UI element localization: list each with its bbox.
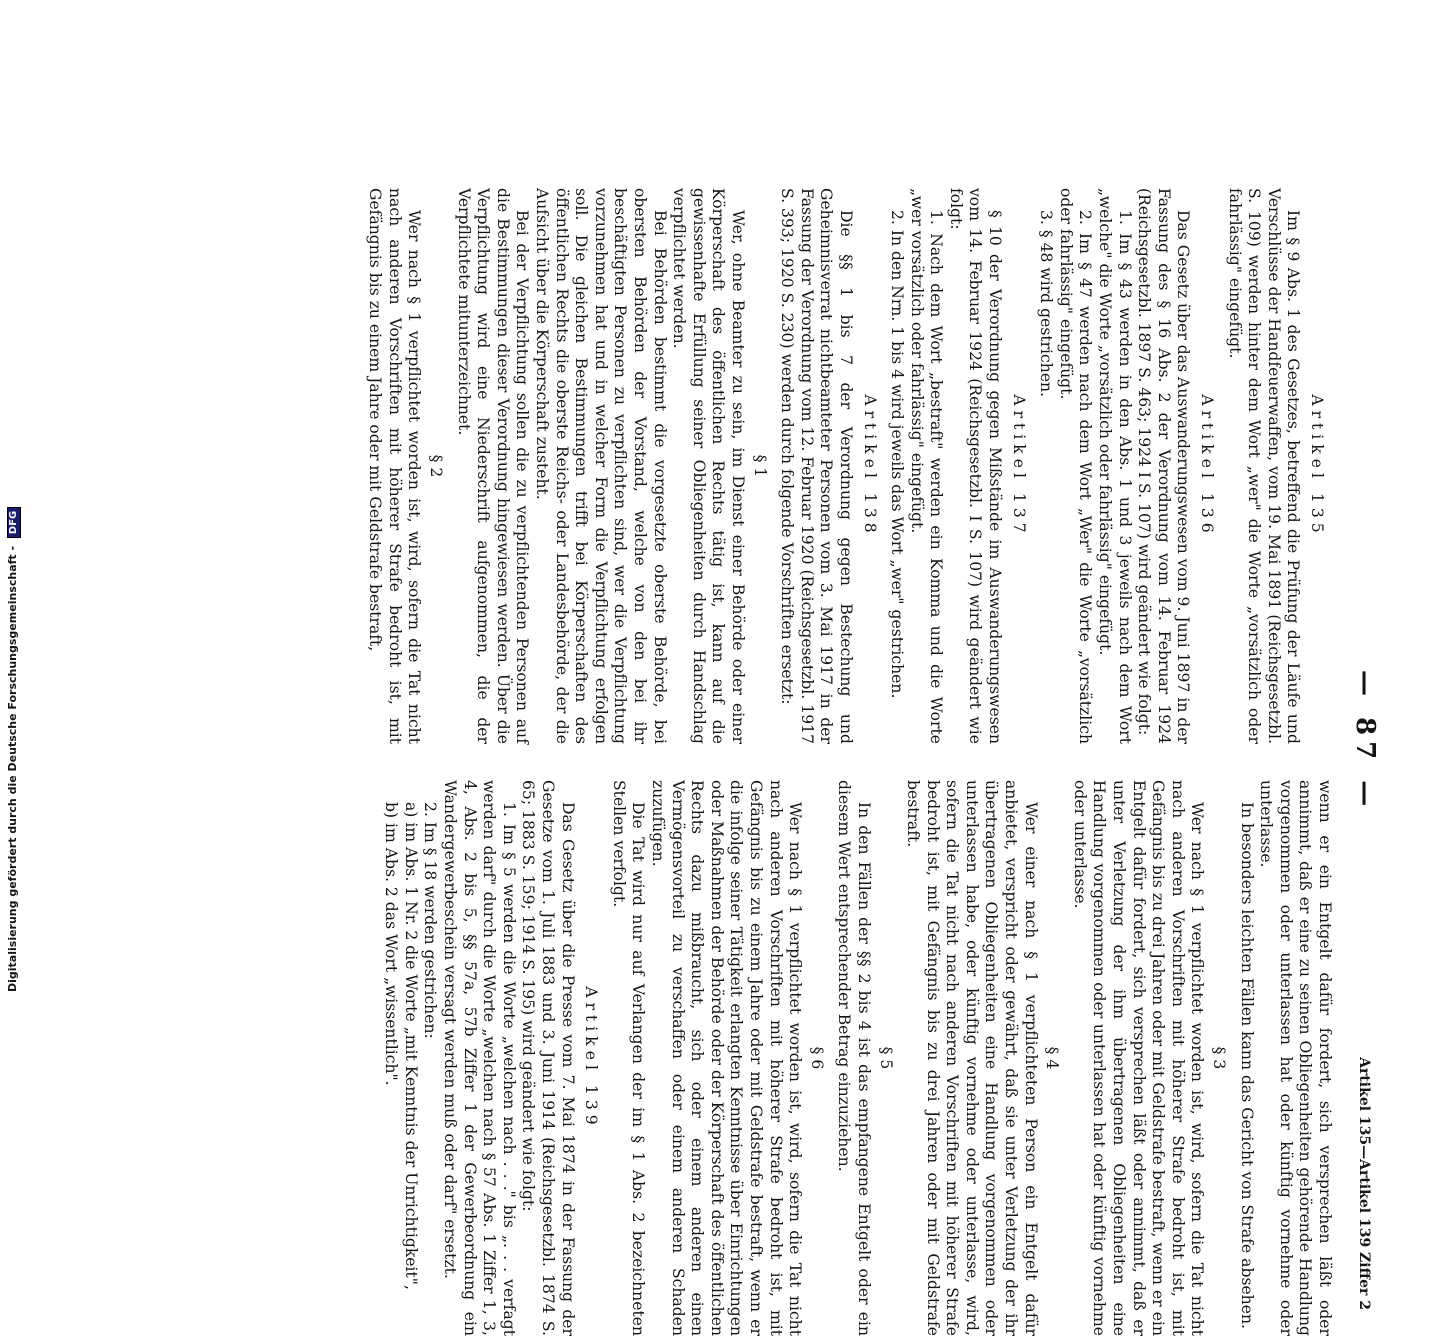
article-139-item-2: 2. Im § 18 werden gestrichen: [421, 802, 440, 1039]
article-137-heading: Artikel 137 [1009, 394, 1028, 538]
article-135-heading: Artikel 135 [1308, 394, 1326, 538]
article-138-heading: Artikel 138 [860, 394, 879, 538]
section-3-heading: § 3 [1210, 1046, 1229, 1070]
section-1-heading: § 1 [750, 454, 769, 478]
article-135-text: Im § 9 Abs. 1 des Gesetzes, betreffend die Prüfung der Läufe und Verschlüsse der Handfeuerwaffen, vom 19. Mai 1891 (Reichsgesetzbl. S. 109) werden hinter dem Wort „wer" die Worte „vorsätzlich oder fahrlässig" eingefügt. [1225, 188, 1303, 744]
article-136-item-3: 3. § 48 wird gestrichen. [1037, 210, 1056, 398]
article-137-item-2: 2. In den Nrn. 1 bis 4 wird jeweils das Wort „wer" gestrichen. [888, 210, 907, 699]
section-2-paragraph-1-continued: wenn er ein Entgelt dafür fordert, sich versprechen läßt oder annimmt, daß er eine zu seinen Obliegenheiten gehörende Handlung vorgenommen oder unterlassen hat oder künftig vornehme oder unterlasse. [1257, 780, 1334, 1336]
article-139-item-1: 1. Im § 5 werden die Worte „welchen nach . . ." bis „. . . verfagt werden darf" durch die Worte „welchen nach § 57 Abs. 1 Ziffer 1, 3, 4, Abs. 2 bis 5, §§ 57a, 57b Ziffer 1 der Gewerbeordnung ein Wandergewerbeschein versagt werden muß oder darf" ersetzt. [441, 780, 518, 1336]
article-139-intro: Das Gesetz über die Presse vom 7. Mai 1874 in der Fassung der Gesetze vom 1. Juli 1883 und 3. Juni 1914 (Reichsgesetzbl. 1874 S. 65; 1883 S. 159; 1914 S. 195) wird geändert wie folgt: [519, 780, 577, 1336]
section-4-paragraph-1: Wer einer nach § 1 verpflichteten Person ein Entgelt dafür anbietet, verspricht oder gewährt, daß sie unter Verletzung der ihr übertragenen Obliegenheiten eine Handlung vorgenommen oder unterlassen habe, oder künftig vornehme oder unterlasse, wird, sofern die Tat nicht nach anderen Vorschriften mit höherer Strafe bedroht ist, mit Gefängnis bis zu drei Jahren oder mit Geldstrafe bestraft. [904, 780, 1040, 1336]
digitization-credit [6, 507, 21, 992]
section-6-heading: § 6 [807, 1046, 826, 1070]
section-2-paragraph-1: Wer nach § 1 verpflichtet worden ist, wird, sofern die Tat nicht nach anderen Vorschriften mit höherer Strafe bedroht ist, mit Gefängnis bis zu einem Jahre oder mit Geldstrafe bestraft, [366, 188, 424, 744]
article-139-item-2b: b) im Abs. 2 das Wort „wissentlich". [382, 802, 401, 1086]
article-136-item-1: 1. Im § 43 werden in den Abs. 1 und 3 jeweils nach dem Wort „welche" die Worte „vorsätzlich oder fahrlässig" eingefügt. [1096, 188, 1134, 744]
section-3-paragraph-1: Wer nach § 1 verpflichtet worden ist, wird, sofern die Tat nicht nach anderen Vorschriften mit höherer Strafe bedroht ist, mit Gefängnis bis zu drei Jahren oder mit Geldstrafe bestraft, wenn er ein Entgelt dafür fordert, sich versprechen läßt oder annimmt, daß er unter Verletzung der ihm übertragenen Obliegenheiten eine Handlung vorgenommen oder unterlassen hat oder künftig vornehme oder unterlasse. [1070, 780, 1207, 1336]
article-136-heading: Artikel 136 [1198, 394, 1217, 538]
page-number: — 87 — [1350, 670, 1380, 813]
article-136-item-2: 2. Im § 47 werden nach dem Wort „Wer" die Worte „vorsätzlich oder fahrlässig" eingefügt. [1056, 188, 1095, 744]
section-2-heading: § 2 [427, 454, 446, 478]
page-header [1342, 150, 1382, 1310]
article-136-intro: Das Gesetz über das Auswanderungswesen vom 9. Juni 1897 in der Fassung des § 16 Abs. 2 der Verordnung vom 14. Februar 1924 (Reichsgesetzbl. 1897 S. 463; 1924 I S. 107) wird geändert wie folgt: [1135, 188, 1193, 744]
section-5-heading: § 5 [876, 1046, 895, 1070]
article-139-item-2a: a) im Abs. 1 Nr. 2 die Worte „mit Kenntnis der Unrichtigkeit", [401, 802, 420, 1290]
dfg-logo: DFG [7, 507, 21, 538]
section-4-heading: § 4 [1043, 1046, 1062, 1070]
article-137-item-1: 1. Nach dem Wort „bestraft" werden ein Komma und die Worte „wer vorsätzlich oder fahrlässig" eingefügt. [907, 188, 946, 744]
right-column [381, 780, 1334, 1336]
section-5-paragraph-1: In den Fällen der §§ 2 bis 4 ist das empfangene Entgelt oder ein diesem Wert entsprechender Betrag einzuziehen. [835, 780, 873, 1336]
left-column [365, 188, 1334, 744]
article-139-heading: Artikel 139 [582, 986, 601, 1130]
section-1-paragraph-1: Wer, ohne Beamter zu sein, im Dienst einer Behörde oder einer Körperschaft des öffentlichen Rechts tätig ist, kann auf die gewissenhafte Erfüllung seiner Obliegenheiten durch Handschlag verpflichtet werden. [670, 188, 747, 744]
section-6-paragraph-1: Wer nach § 1 verpflichtet worden ist, wird, sofern die Tat nicht nach anderen Vorschriften mit höherer Strafe bedroht ist, mit Gefängnis bis zu einem Jahre oder mit Geldstrafe bestraft, wenn er die infolge seiner Tätigkeit erlangten Kenntnisse über Einrichtungen oder Maßnahmen der Behörde oder der Körperschaft des öffentlichen Rechts dazu mißbraucht, sich oder einem anderen einen Vermögensvorteil zu verschaffen oder einem anderen Schaden zuzufügen. [649, 780, 805, 1336]
section-1-paragraph-3: Bei der Verpflichtung sollen die zu verpflichtenden Personen auf die Bestimmungen dieser Verordnung hingewiesen werden. Über die Verpflichtung wird eine Niederschrift aufgenommen, die der Verpflichtete mitunterzeichnet. [454, 188, 532, 744]
section-2-paragraph-2: In besonders leichten Fällen kann das Gericht von Strafe absehen. [1237, 802, 1256, 1329]
article-138-intro: Die §§ 1 bis 7 der Verordnung gegen Bestechung und Geheimnisverrat nichtbeamteter Personen vom 3. Mai 1917 in der Fassung der Verordnung vom 12. Februar 1920 (Reichsgesetzbl. 1917 S. 393; 1920 S. 230) werden durch folgende Vorschriften ersetzt: [778, 188, 855, 744]
article-137-intro: § 10 der Verordnung gegen Mißstände im Auswanderungswesen vom 14. Februar 1924 (Reichsgesetzbl. I S. 107) wird geändert wie folgt: [946, 188, 1005, 744]
running-title: Artikel 135—Artikel 139 Ziffer 2 [1356, 1057, 1372, 1310]
section-1-paragraph-2: Bei Behörden bestimmt die vorgesetzte oberste Behörde, bei obersten Behörden der Vorstand, welche von den bei ihr beschäftigten Personen zu verpflichten sind, wer die Verpflichtung vorzunehmen hat und in welcher Form die Verpflichtung erfolgen soll. Die gleichen Bestimmungen trifft bei Körperschaften des öffentlichen Rechts die oberste Reichs- oder Landesbehörde, der die Aufsicht über die Körperschaft zusteht. [533, 188, 669, 744]
section-6-paragraph-2: Die Tat wird nur auf Verlangen der im § 1 Abs. 2 bezeichneten Stellen verfolgt. [609, 780, 648, 1336]
credit-text: Digitalisierung gefördert durch die Deutsche Forschungsgemeinschaft - [6, 545, 19, 992]
